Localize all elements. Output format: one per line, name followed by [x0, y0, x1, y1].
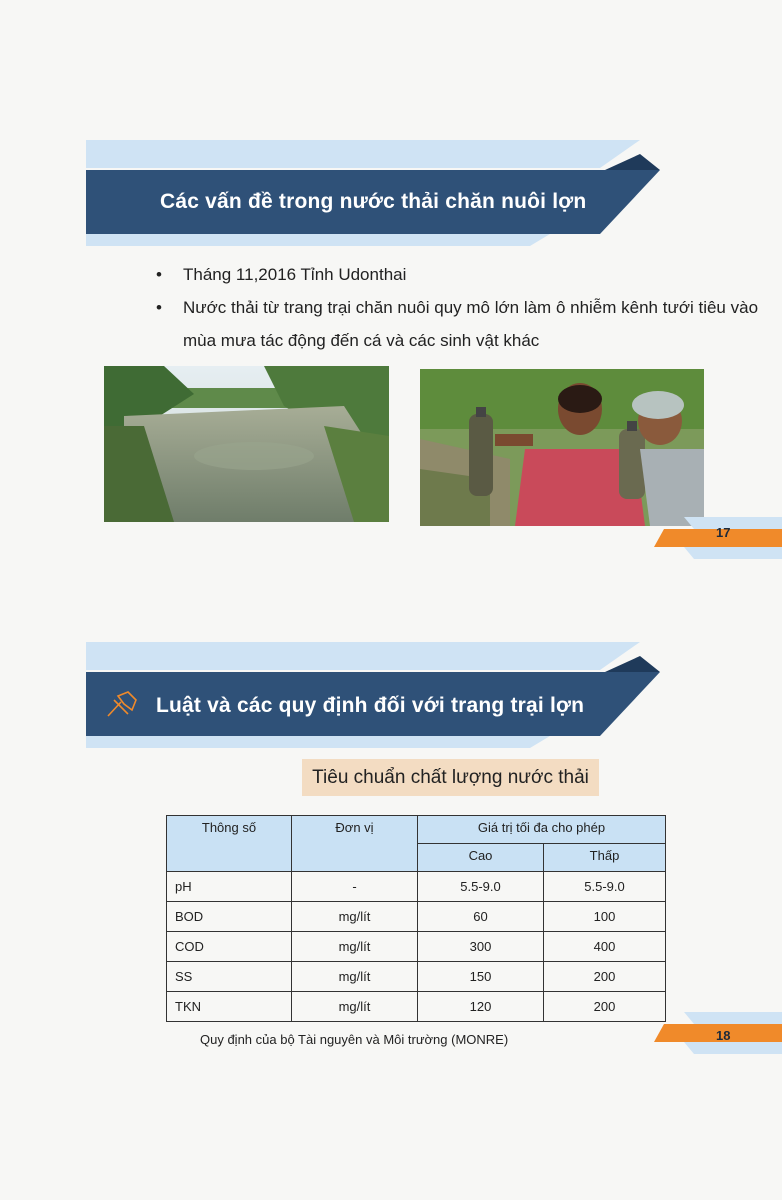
table-row	[167, 932, 666, 962]
section-title: Luật và các quy định đối với trang trại lợn	[156, 694, 585, 717]
cell-param: BOD	[167, 902, 292, 932]
cell-unit: mg/lít	[292, 932, 418, 962]
header-unit: Đơn vị	[292, 816, 418, 872]
cell-high: 300	[418, 932, 544, 962]
header-param: Thông số	[167, 816, 292, 872]
cell-unit: mg/lít	[292, 962, 418, 992]
cell-low: 200	[544, 962, 666, 992]
page-number: 18	[716, 1028, 731, 1043]
table-source-note: Quy định của bộ Tài nguyên và Môi trường (MONRE)	[200, 1032, 509, 1047]
section-title: Các vấn đề trong nước thải chăn nuôi lợn	[160, 190, 587, 213]
table-row	[167, 992, 666, 1022]
cell-low: 5.5-9.0	[544, 872, 666, 902]
wastewater-standards-table	[166, 815, 666, 1022]
cell-unit: -	[292, 872, 418, 902]
header-low: Thấp	[544, 844, 666, 872]
cell-param: COD	[167, 932, 292, 962]
table-row	[167, 902, 666, 932]
bullet-list	[156, 258, 766, 357]
cell-high: 5.5-9.0	[418, 872, 544, 902]
header-max-allowed: Giá trị tối đa cho phép	[418, 816, 666, 844]
cell-unit: mg/lít	[292, 902, 418, 932]
header-high: Cao	[418, 844, 544, 872]
table-caption: Tiêu chuẩn chất lượng nước thải	[302, 759, 599, 796]
cell-param: SS	[167, 962, 292, 992]
table-row	[167, 872, 666, 902]
cell-param: TKN	[167, 992, 292, 1022]
canal-photo	[104, 366, 389, 522]
cell-low: 400	[544, 932, 666, 962]
section-banner-1	[0, 138, 782, 258]
women-holding-water-bottles-photo	[420, 369, 704, 526]
page-number: 17	[716, 525, 731, 540]
cell-high: 60	[418, 902, 544, 932]
page-number-tab	[644, 1010, 782, 1064]
table-row	[167, 962, 666, 992]
cell-low: 200	[544, 992, 666, 1022]
bullet-item: • Nước thải từ trang trại chăn nuôi quy mô lớn làm ô nhiễm kênh tưới tiêu vào mùa mưa tác động đến cá và các sinh vật khác	[156, 291, 766, 357]
cell-high: 150	[418, 962, 544, 992]
cell-param: pH	[167, 872, 292, 902]
cell-low: 100	[544, 902, 666, 932]
cell-high: 120	[418, 992, 544, 1022]
cell-unit: mg/lít	[292, 992, 418, 1022]
pushpin-icon	[104, 690, 138, 724]
bullet-item: • Tháng 11,2016 Tỉnh Udonthai	[156, 258, 766, 291]
page-number-tab	[644, 515, 782, 569]
